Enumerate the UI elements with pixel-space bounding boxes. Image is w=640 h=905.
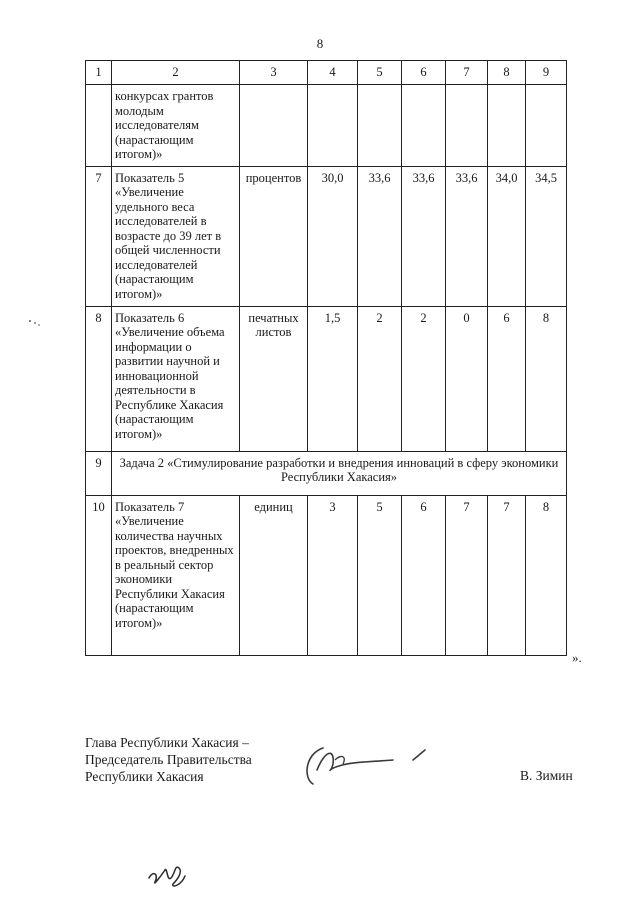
table-row	[86, 495, 567, 655]
handwritten-signature	[295, 740, 455, 790]
column-header: 7	[446, 61, 488, 85]
column-header: 4	[308, 61, 358, 85]
indicator-value: 3	[308, 495, 358, 655]
signatory-title-line: Председатель Правительства	[85, 752, 252, 767]
indicator-name: конкурсах грантов молодым исследователям (нарастающим итогом)»	[112, 85, 240, 167]
row-number: 9	[86, 451, 112, 495]
indicator-value: 7	[446, 495, 488, 655]
indicator-value	[308, 85, 358, 167]
indicator-value	[526, 85, 567, 167]
table-row	[86, 306, 567, 451]
indicator-value	[402, 85, 446, 167]
indicator-unit: процентов	[240, 166, 308, 306]
column-header: 6	[402, 61, 446, 85]
indicator-unit	[240, 85, 308, 167]
column-header: 2	[112, 61, 240, 85]
indicator-value: 7	[488, 495, 526, 655]
column-header: 9	[526, 61, 567, 85]
indicators-table	[85, 60, 567, 656]
row-number: 8	[86, 306, 112, 451]
table-header-row	[86, 61, 567, 85]
indicator-value: 34,5	[526, 166, 567, 306]
indicator-value: 33,6	[402, 166, 446, 306]
task-row	[86, 451, 567, 495]
indicator-value: 33,6	[358, 166, 402, 306]
column-header: 3	[240, 61, 308, 85]
indicator-name: Показатель 5 «Увеличение удельного веса исследователей в возрасте до 39 лет в общей численности исследователей (нарастающим итогом)»	[112, 166, 240, 306]
indicator-value: 6	[402, 495, 446, 655]
indicator-name: Показатель 7 «Увеличение количества научных проектов, внедренных в реальный сектор экономики Республики Хакасия (нарастающим итогом)»	[112, 495, 240, 655]
column-header: 8	[488, 61, 526, 85]
handwritten-mark	[145, 856, 195, 890]
task-description: Задача 2 «Стимулирование разработки и внедрения инноваций в сферу экономики Республики Хакасия»	[112, 451, 567, 495]
indicator-value	[358, 85, 402, 167]
page-number: 8	[316, 36, 324, 51]
row-number: 10	[86, 495, 112, 655]
indicator-value: 5	[358, 495, 402, 655]
indicator-value: 8	[526, 495, 567, 655]
indicator-value	[446, 85, 488, 167]
indicator-value: 0	[446, 306, 488, 451]
signatory-title-line: Глава Республики Хакасия –	[85, 735, 249, 750]
table-row	[86, 85, 567, 167]
indicator-unit: печатных листов	[240, 306, 308, 451]
indicator-value: 30,0	[308, 166, 358, 306]
scan-speck	[28, 318, 42, 328]
indicator-name: Показатель 6 «Увеличение объема информации о развитии научной и инновационной деятельности в Республике Хакасия (нарастающим итогом)»	[112, 306, 240, 451]
row-number: 7	[86, 166, 112, 306]
row-number	[86, 85, 112, 167]
indicator-value	[488, 85, 526, 167]
column-header: 5	[358, 61, 402, 85]
closing-quote-mark: ».	[572, 650, 582, 665]
indicator-value: 6	[488, 306, 526, 451]
indicator-value: 1,5	[308, 306, 358, 451]
signatory-title	[85, 734, 252, 785]
indicator-value: 2	[402, 306, 446, 451]
indicator-value: 34,0	[488, 166, 526, 306]
table-row	[86, 166, 567, 306]
indicator-value: 2	[358, 306, 402, 451]
indicator-value: 33,6	[446, 166, 488, 306]
signatory-name: В. Зимин	[520, 768, 573, 783]
signatory-title-line: Республики Хакасия	[85, 769, 204, 784]
indicator-value: 8	[526, 306, 567, 451]
indicator-unit: единиц	[240, 495, 308, 655]
column-header: 1	[86, 61, 112, 85]
